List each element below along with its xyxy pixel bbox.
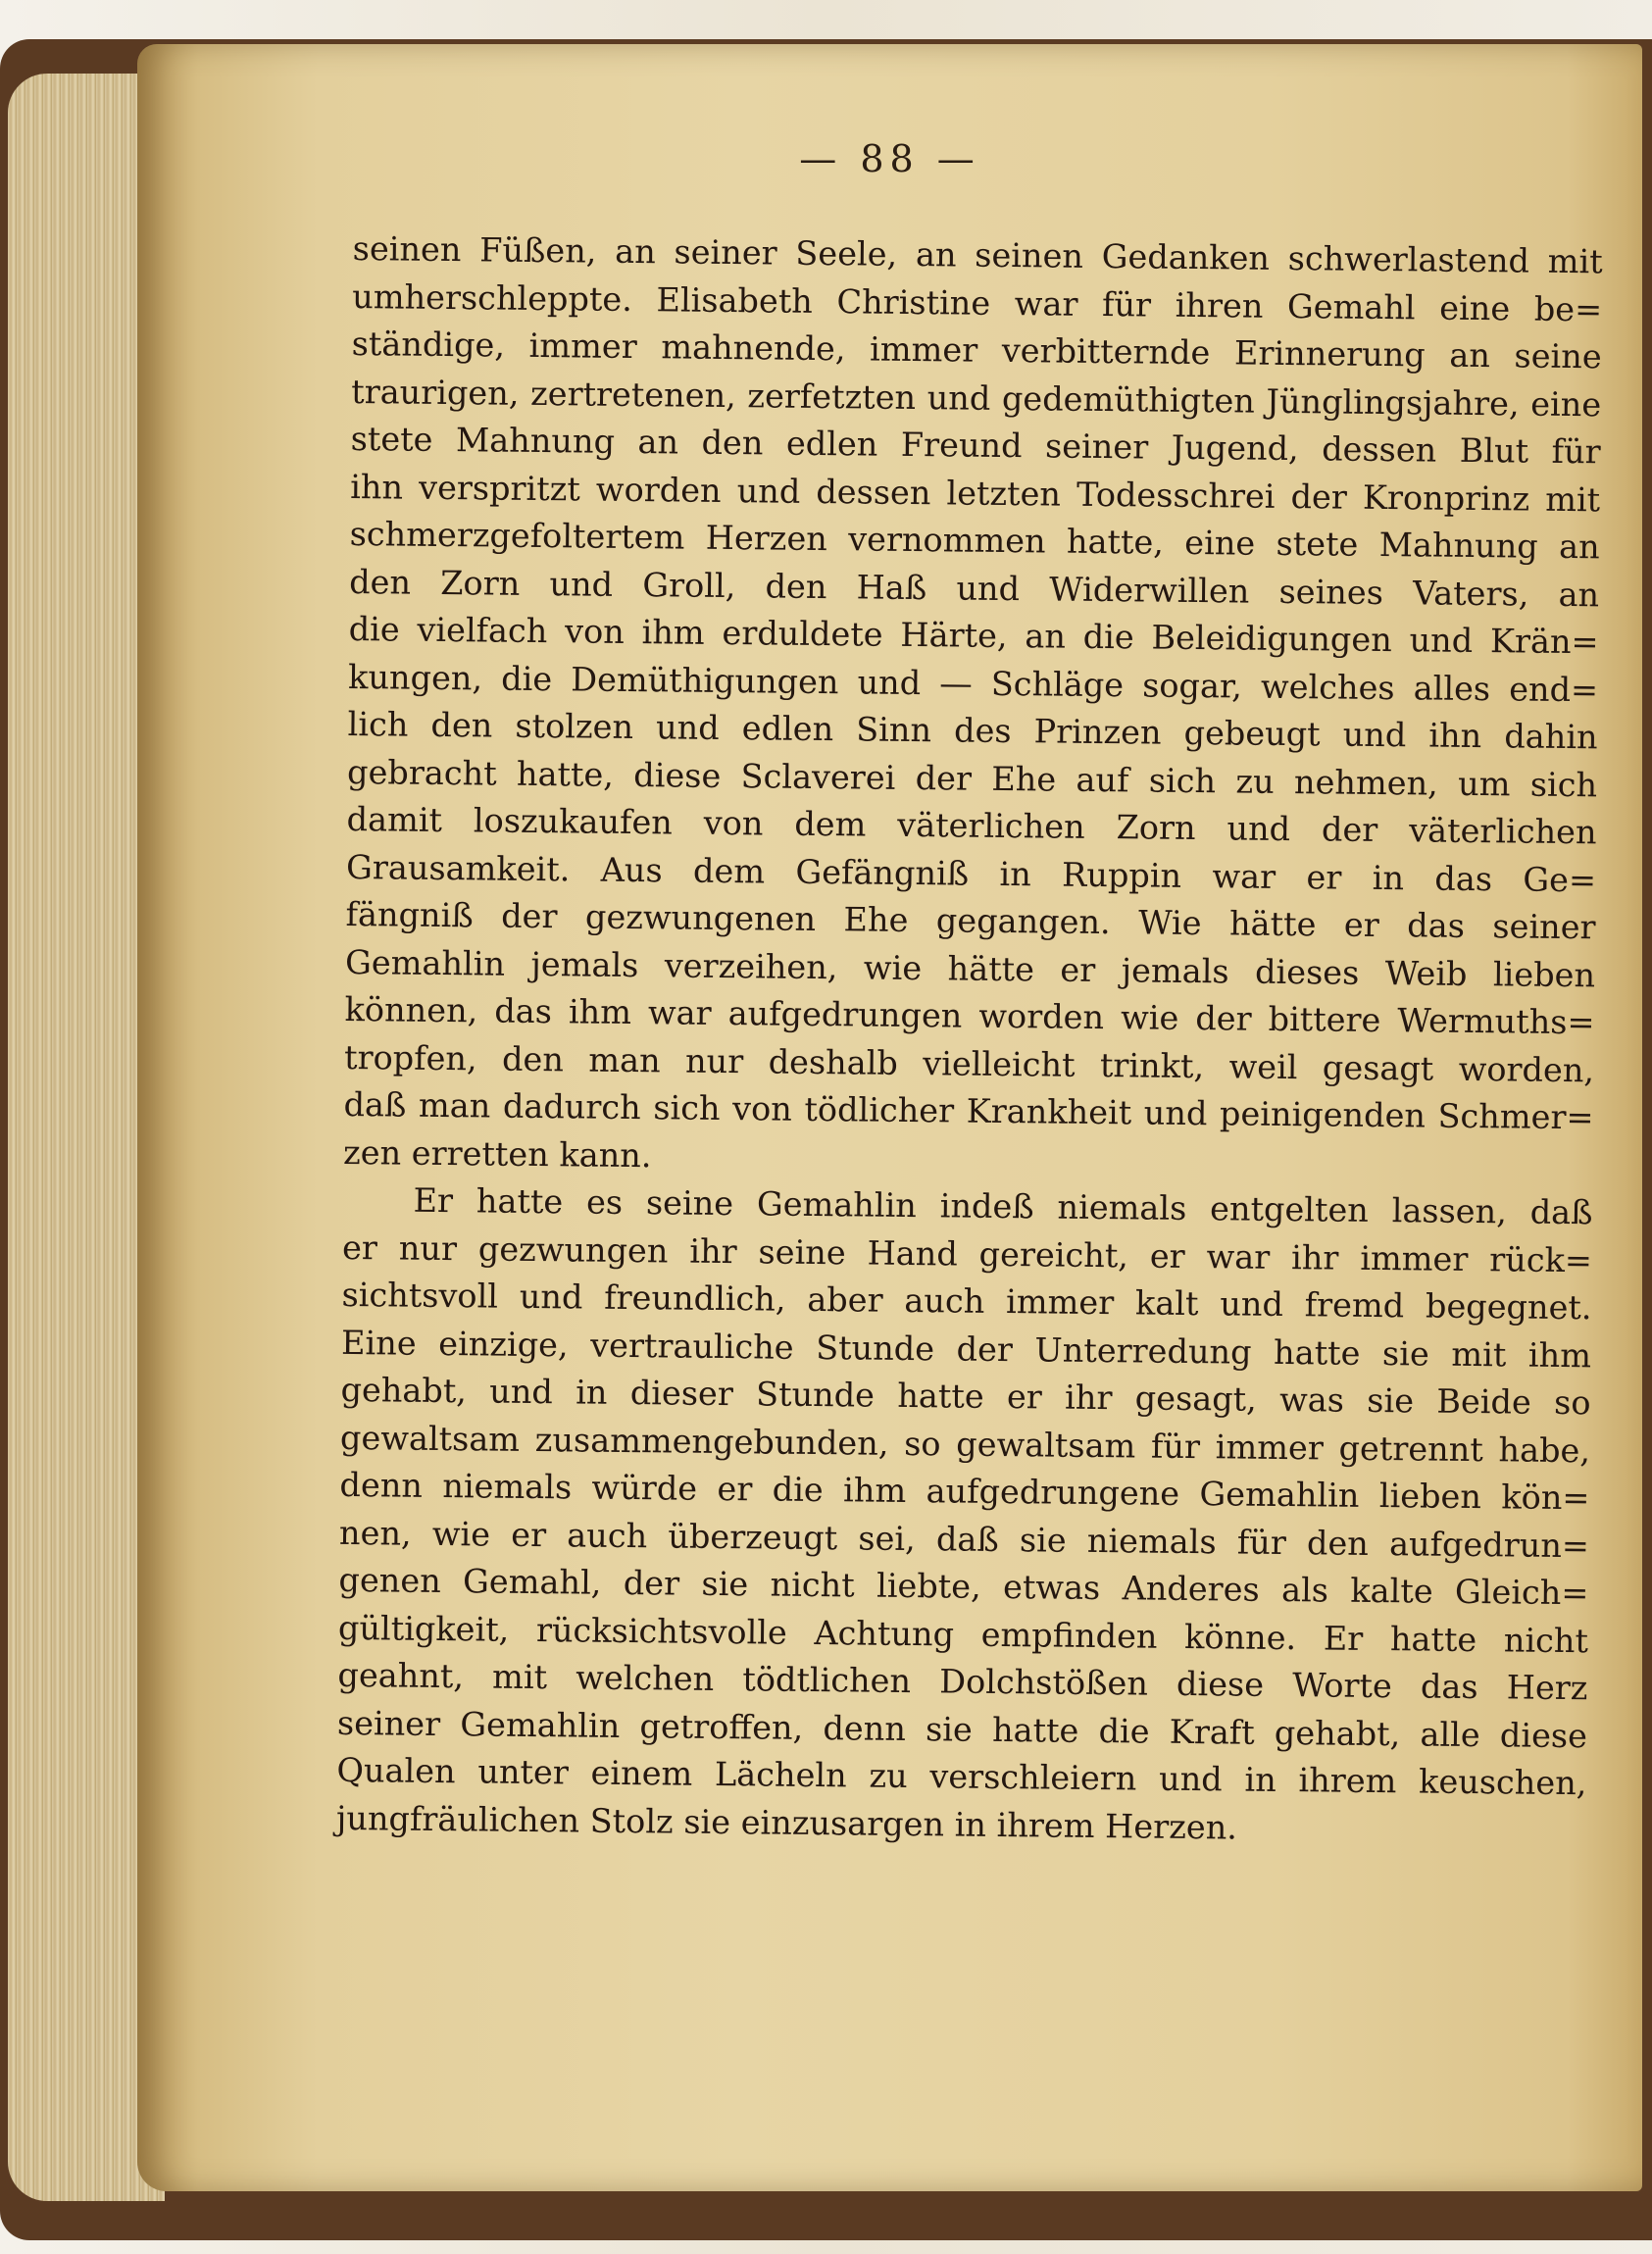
text-line: lich den stolzen und edlen Sinn des Prinzen gebeugt und ihn dahin [347, 704, 1598, 757]
text-line: können, das ihm war aufgedrungen worden wie der bittere Wermuths= [344, 989, 1595, 1042]
text-line: jungfräulichen Stolz sie einzusargen in ihrem Herzen. [335, 1798, 1238, 1847]
text-line: denn niemals würde er die ihm aufgedrungene Gemahlin lieben kön= [339, 1465, 1590, 1518]
paragraph-2 [336, 1177, 1593, 1855]
text-line: ständige, immer mahnende, immer verbitternde Erinnerung an seine [351, 324, 1602, 376]
text-line: er nur gezwungen ihr seine Hand gereicht, er war ihr immer rück= [341, 1227, 1593, 1279]
text-line: gewaltsam zusammengebunden, so gewaltsam für immer getrennt habe, [339, 1418, 1591, 1470]
text-line: geahnt, mit welchen tödtlichen Dolchstößen diese Worte das Herz [337, 1655, 1588, 1708]
text-line: den Zorn und Groll, den Haß und Widerwillen seines Vaters, an [348, 562, 1600, 614]
text-line: sichtsvoll und freundlich, aber auch immer kalt und fremd begegnet. [341, 1275, 1592, 1327]
text-line: Qualen unter einem Lächeln zu verschleiern und in ihrem keuschen, [336, 1750, 1587, 1803]
text-line: gültigkeit, rücksichtsvolle Achtung empfinden könne. Er hatte nicht [337, 1608, 1589, 1660]
text-line: damit loszukaufen von dem väterlichen Zorn und der väterlichen [346, 799, 1597, 852]
text-line: zen erretten kann. [342, 1132, 652, 1175]
text-line: Er hatte es seine Gemahlin indeß niemals entgelten lassen, daß [413, 1180, 1593, 1232]
text-line: fängniß der gezwungenen Ehe gegangen. Wie hätte er das seiner [345, 894, 1596, 947]
text-line: kungen, die Demüthigungen und — Schläge sogar, welches alles end= [347, 657, 1599, 709]
text-line: die vielfach von ihm erduldete Härte, an die Beleidigungen und Krän= [348, 609, 1599, 662]
book-page [137, 44, 1642, 2191]
text-line: Grausamkeit. Aus dem Gefängniß in Ruppin war er in das Ge= [345, 847, 1597, 899]
text-line: gebracht hatte, diese Sclaverei der Ehe auf sich zu nehmen, um sich [346, 752, 1598, 804]
text-line: schmerzgefoltertem Herzen vernommen hatte, eine stete Mahnung an [349, 514, 1600, 567]
text-line: traurigen, zertretenen, zerfetzten und gedemüthigten Jünglingsjahre, eine [351, 372, 1602, 424]
text-line: daß man dadurch sich von tödlicher Krankheit und peinigenden Schmer= [343, 1084, 1594, 1137]
text-line: nen, wie er auch überzeugt sei, daß sie niemals für den aufgedrun= [338, 1513, 1590, 1565]
text-body [336, 225, 1603, 1855]
text-line: stete Mahnung an den edlen Freund seiner Jugend, dessen Blut für [350, 419, 1601, 472]
text-line: seinen Füßen, an seiner Seele, an seinen Gedanken schwerlastend mit [352, 228, 1603, 281]
text-line: tropfen, den man nur deshalb vielleicht trinkt, weil gesagt worden, [343, 1037, 1595, 1089]
page-number: — 88 — [799, 137, 980, 180]
text-line: Gemahlin jemals verzeihen, wie hätte er jemals dieses Weib lieben [344, 942, 1596, 994]
paragraph-1 [343, 225, 1603, 1189]
text-line: Eine einzige, vertrauliche Stunde der Unterredung hatte sie mit ihm [340, 1323, 1592, 1375]
text-line: ihn verspritzt worden und dessen letzten Todesschrei der Kronprinz mit [350, 467, 1601, 519]
text-line: seiner Gemahlin getroffen, denn sie hatte die Kraft gehabt, alle diese [336, 1703, 1588, 1755]
text-line: gehabt, und in dieser Stunde hatte er ihr gesagt, was sie Beide so [340, 1370, 1591, 1423]
text-line: genen Gemahl, der sie nicht liebte, etwas Anderes als kalte Gleich= [338, 1560, 1589, 1613]
text-line: umherschleppte. Elisabeth Christine war für ihren Gemahl eine be= [352, 276, 1603, 328]
